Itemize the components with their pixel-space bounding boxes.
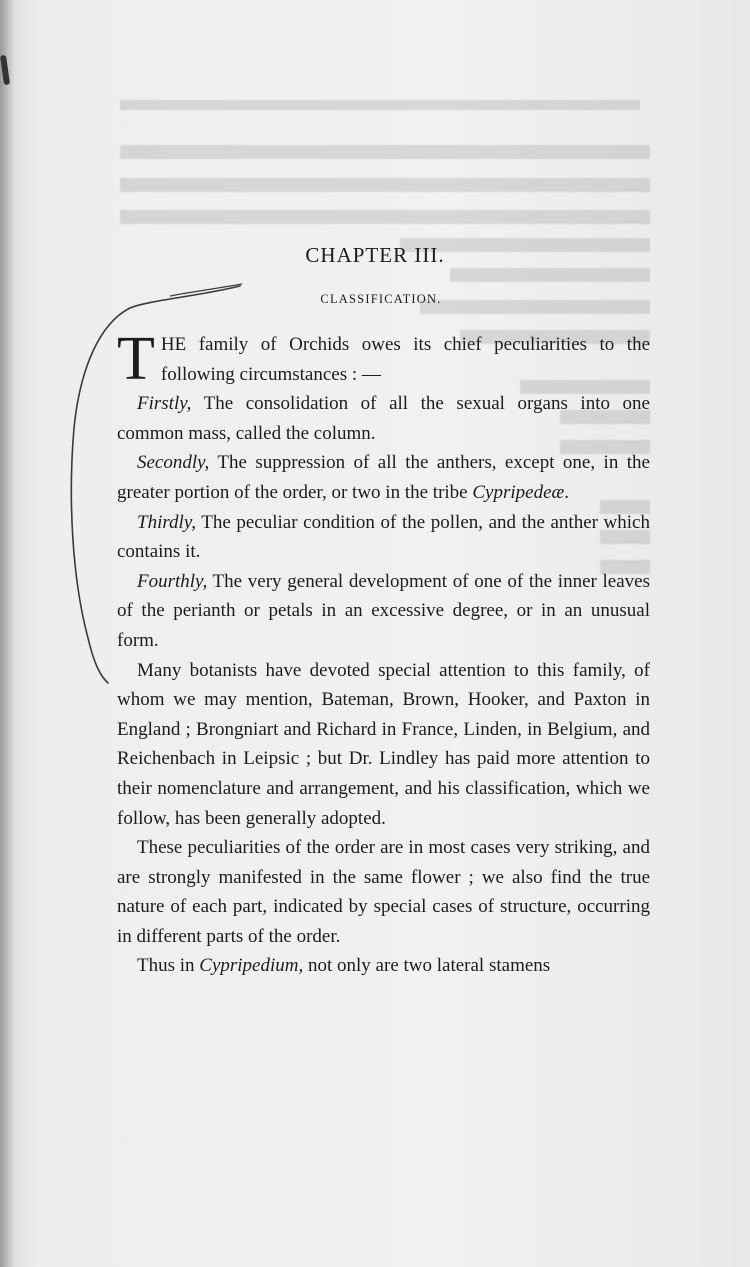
body-text: [117, 325, 650, 981]
paragraph-peculiarities: These peculiarities of the order are in most cases very striking, and are strongly manifested in the same flower ; we also find the true nature of each part, indicated by special cases of structure, occurring in different parts of the order.: [117, 837, 650, 947]
paragraph-secondly: [117, 448, 650, 507]
paragraph-text: The peculiar condition of the pollen, and the anther which contains it.: [117, 511, 650, 563]
paragraph-text-tail: .: [564, 481, 569, 503]
lead-word: Thirdly,: [137, 511, 196, 533]
section-title: CLASSIFICATION.: [320, 292, 442, 306]
paragraph-thirdly: [117, 508, 650, 567]
genus-name: Cypripedium,: [199, 955, 304, 977]
drop-cap: T: [117, 325, 155, 393]
paragraph-intro: [117, 325, 650, 393]
paragraph-text: The consolidation of all the sexual organs into one common mass, called the column.: [117, 393, 650, 444]
paragraph-fourthly: [117, 567, 650, 656]
chapter-title: CHAPTER III.: [305, 243, 445, 267]
lead-word: Fourthly,: [137, 570, 208, 592]
paragraph-botanists: Many botanists have devoted special attention to this family, of whom we may mention, Bateman, Brown, Hooker, and Paxton in England ; Brongniart and Richard in France, Linden, in Belgium, and Reichenbach in Leipsic ; but Dr. Lindley has paid more attention to their nomenclature and arrangement, and his classification, which we follow, has been generally adopted.: [117, 659, 650, 829]
lead-word: Secondly,: [137, 452, 210, 474]
lead-word: Firstly,: [137, 393, 192, 415]
tribe-name: Cypripedeæ: [472, 481, 565, 503]
intro-text: HE family of Orchids owes its chief peculiarities to the following circumstances : —: [160, 334, 650, 385]
paragraph-text: The very general development of one of the inner leaves of the perianth or petals in an excessive degree, or in an unusual form.: [117, 570, 650, 651]
paragraph-text: Thus in: [137, 955, 200, 977]
paragraph-text: The suppression of all the anthers, except one, in the greater portion of the order, or two in the tribe: [117, 452, 650, 503]
paragraph-firstly: [117, 389, 650, 448]
paragraph-cypripedium: [117, 951, 650, 981]
paragraph-text-tail: not only are two lateral stamens: [303, 955, 551, 977]
